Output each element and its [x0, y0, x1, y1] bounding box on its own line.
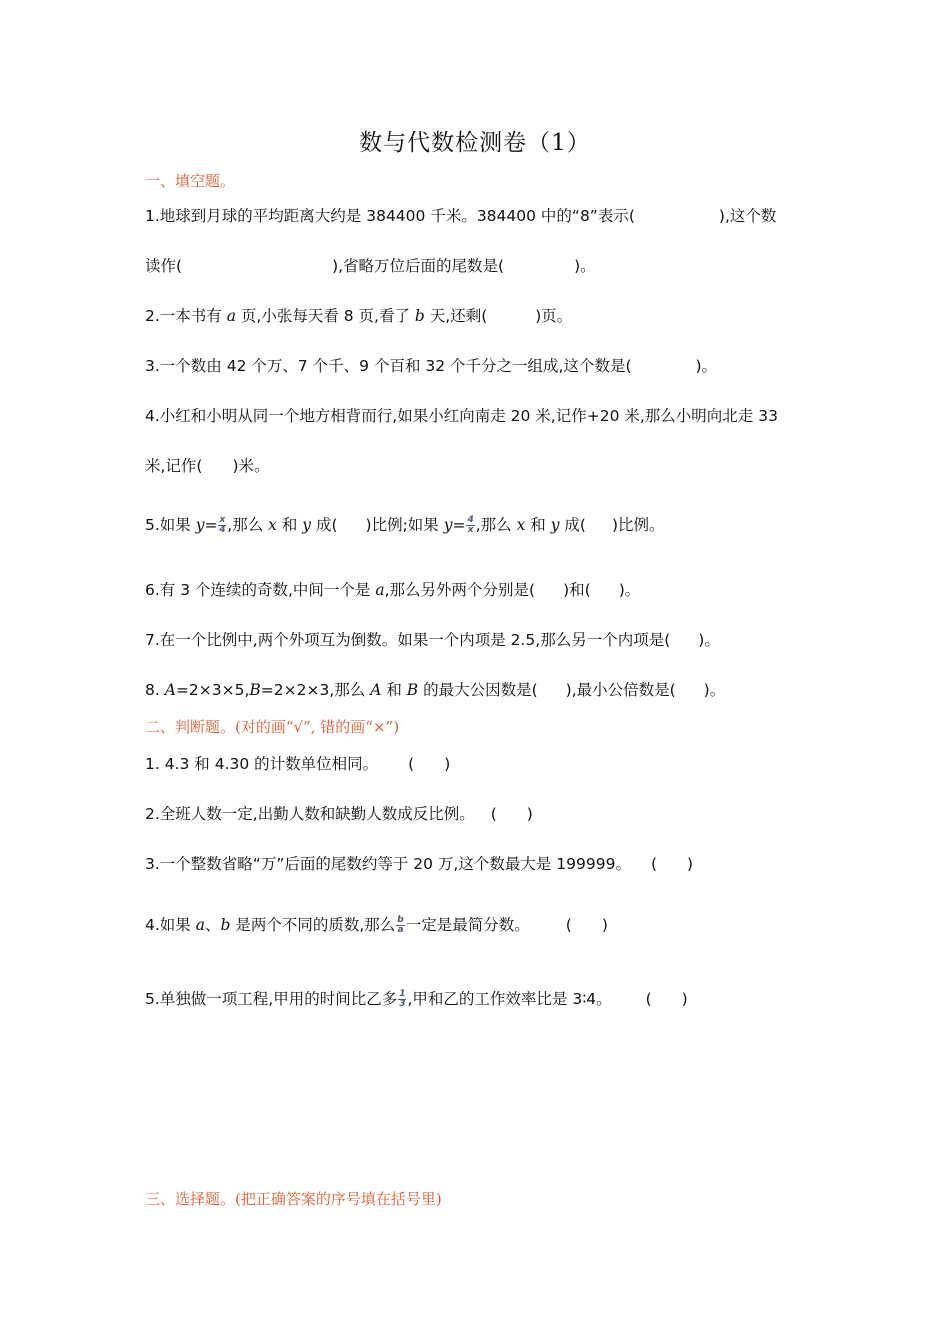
fill-q1-text: ),这个数	[718, 207, 777, 225]
fill-q5-text: 5.如果	[145, 516, 196, 534]
answer-paren-open: (	[650, 855, 658, 873]
section-fill-heading: 一、填空题。	[145, 172, 236, 190]
fill-q7-text: 7.在一个比例中,两个外项互为倒数。如果一个内项是 2.5,那么另一个内项是(	[145, 631, 671, 649]
judge-q3-text: 3.一个整数省略“万”后面的尾数约等于 20 万,这个数最大是 199999。	[145, 855, 631, 873]
fill-question-1-line-1	[145, 205, 776, 227]
variable-B: B	[406, 681, 419, 699]
fill-q6-text: ,那么另外两个分别是(	[384, 581, 536, 599]
answer-paren-open: (	[408, 755, 415, 773]
fill-q8-text: )。	[703, 681, 726, 699]
fill-q5-text: 和	[525, 516, 551, 534]
fill-question-7	[145, 629, 720, 651]
fill-q6-text: 6.有 3 个连续的奇数,中间一个是	[145, 581, 376, 599]
fill-question-4-line-1	[145, 405, 778, 427]
fill-question-6	[145, 579, 640, 601]
judge-question-4	[145, 914, 608, 936]
fraction-numerator: 4	[467, 515, 474, 525]
answer-paren-close: )	[601, 916, 608, 934]
fill-q4-text: )米。	[232, 457, 270, 475]
fill-q5-text: 成(	[311, 516, 338, 534]
fill-q5-text: )比例。	[611, 516, 665, 534]
judge-question-2	[145, 803, 533, 825]
fill-q5-text: 成(	[559, 516, 586, 534]
fill-q3-text: )。	[695, 357, 718, 375]
fill-q4-text: 米,记作(	[145, 457, 203, 475]
fill-q1-text: 1.地球到月球的平均距离大约是 384400 千米。384400 中的“8”表示(	[145, 207, 635, 225]
fraction-b-over-a	[396, 916, 404, 935]
fraction-4-over-x	[466, 516, 474, 535]
fraction-numerator: x	[219, 515, 226, 525]
judge-q4-text: 4.如果	[145, 916, 196, 934]
fill-q1-text: ),省略万位后面的尾数是(	[332, 257, 505, 275]
fill-question-4-line-2	[145, 455, 270, 477]
fill-q2-text: 2.一本书有	[145, 307, 227, 325]
fill-q7-text: )。	[698, 631, 720, 649]
fill-question-8	[145, 679, 725, 701]
judge-q5-text: ,甲和乙的工作效率比是 3∶4。	[407, 990, 612, 1008]
variable-a: a	[195, 916, 205, 934]
answer-paren-close: )	[681, 990, 688, 1008]
fill-q1-text: )。	[574, 257, 596, 275]
answer-paren-close: )	[526, 805, 533, 823]
judge-q4-text: 、	[204, 916, 221, 934]
variable-a: a	[375, 581, 385, 599]
fill-q2-text: 天,还剩(	[424, 307, 488, 325]
variable-a: a	[226, 307, 236, 325]
answer-paren-open: (	[490, 805, 497, 823]
page-title: 数与代数检测卷（1）	[359, 130, 591, 156]
fill-q8-text: ),最小公倍数是(	[565, 681, 676, 699]
fill-q5-text: )比例;如果	[365, 516, 444, 534]
fill-question-2	[145, 305, 572, 327]
fill-q8-text: 的最大公因数是(	[418, 681, 538, 699]
fill-question-3	[145, 355, 717, 377]
section-judge-heading: 二、判断题。(对的画“√”, 错的画“×”)	[145, 718, 400, 736]
judge-q4-text: 一定是最简分数。	[405, 916, 530, 934]
fraction-numerator: b	[397, 915, 404, 925]
fill-q2-text: )页。	[535, 307, 573, 325]
fraction-1-over-3	[398, 990, 406, 1009]
judge-q2-text: 2.全班人数一定,出勤人数和缺勤人数成反比例。	[145, 805, 475, 823]
equals-sign: =	[452, 516, 466, 534]
variable-A: A	[164, 681, 176, 699]
fill-q5-text: ,那么	[227, 516, 269, 534]
fraction-denominator: a	[397, 925, 404, 935]
fill-q2-text: 页,小张每天看 8 页,看了	[235, 307, 415, 325]
variable-x: x	[268, 516, 277, 534]
variable-x: x	[516, 516, 526, 534]
equals-sign: =	[204, 516, 218, 534]
fill-q4-text: 4.小红和小明从同一个地方相背而行,如果小红向南走 20 米,记作+20 米,那么小明向北走 33	[145, 407, 778, 425]
fill-q5-text: ,那么	[475, 516, 517, 534]
fill-q1-text: 读作(	[145, 257, 183, 275]
fraction-x-over-4	[218, 516, 226, 535]
variable-B: B	[249, 681, 261, 699]
fill-q3-text: 3.一个数由 42 个万、7 个千、9 个百和 32 个千分之一组成,这个数是(	[145, 357, 632, 375]
variable-A: A	[370, 681, 382, 699]
fill-question-5	[145, 514, 665, 536]
fraction-denominator: 3	[399, 999, 406, 1009]
variable-y: y	[550, 516, 560, 534]
fill-q8-text: =2×2×3,那么	[260, 681, 371, 699]
judge-question-1	[145, 753, 450, 775]
fill-question-1-line-2	[145, 255, 596, 277]
fill-q6-text: )和(	[563, 581, 591, 599]
fill-q8-text: 8.	[145, 681, 165, 699]
fraction-denominator: x	[467, 525, 474, 535]
variable-y: y	[195, 516, 205, 534]
fill-q6-text: )。	[618, 581, 641, 599]
fill-q8-text: =2×3×5,	[175, 681, 250, 699]
judge-q4-text: 是两个不同的质数,那么	[230, 916, 396, 934]
fraction-denominator: 4	[219, 525, 226, 535]
variable-b: b	[414, 307, 425, 325]
judge-q1-text: 1. 4.3 和 4.30 的计数单位相同。	[145, 755, 379, 773]
answer-paren-close: )	[444, 755, 451, 773]
variable-y: y	[443, 516, 453, 534]
judge-question-5	[145, 988, 688, 1010]
answer-paren-open: (	[645, 990, 652, 1008]
answer-paren-open: (	[565, 916, 572, 934]
variable-y: y	[302, 516, 312, 534]
fill-q5-text: 和	[276, 516, 303, 534]
variable-b: b	[220, 916, 231, 934]
fraction-numerator: 1	[399, 989, 406, 999]
section-choice-heading: 三、选择题。(把正确答案的序号填在括号里)	[145, 1190, 442, 1208]
answer-paren-close: )	[687, 855, 694, 873]
judge-q5-text: 5.单独做一项工程,甲用的时间比乙多	[145, 990, 398, 1008]
judge-question-3	[145, 853, 693, 875]
fill-q8-text: 和	[381, 681, 407, 699]
